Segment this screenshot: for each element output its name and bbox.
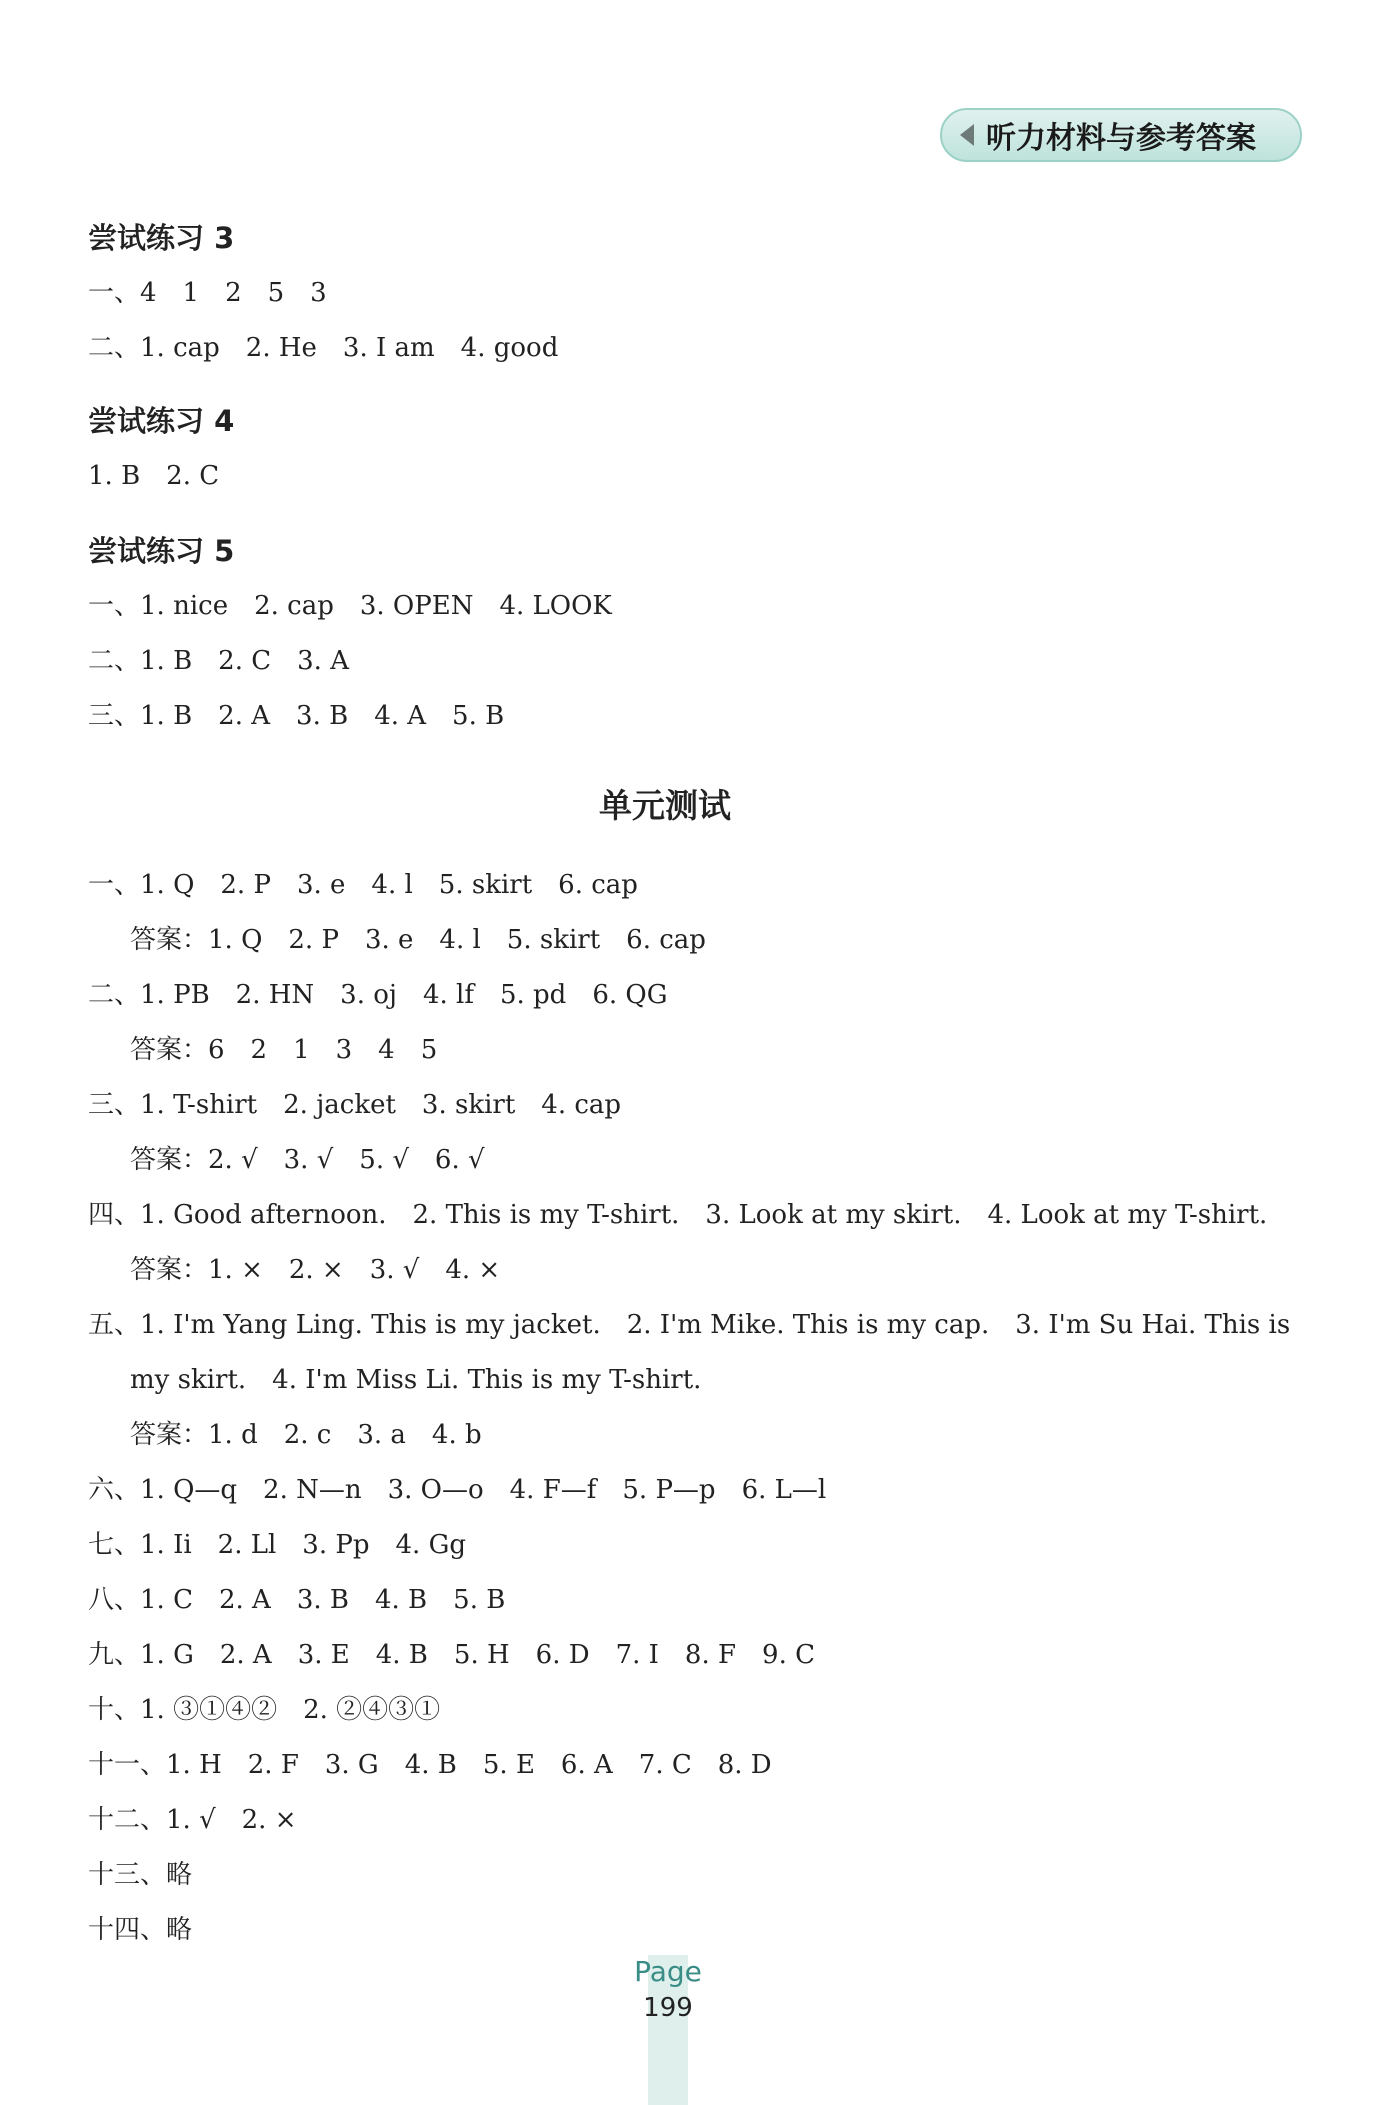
unit-answer-line: 答案：1. × 2. × 3. √ 4. × <box>130 1255 501 1285</box>
unit-answer-line: 五、1. I'm Yang Ling. This is my jacket. 2. I'm Mike. This is my cap. 3. I'm Su Hai. This is <box>88 1310 1291 1340</box>
triangle-left-icon <box>960 124 974 146</box>
answer-line: 1. B 2. C <box>88 461 220 491</box>
unit-answer-line: 十一、1. H 2. F 3. G 4. B 5. E 6. A 7. C 8. D <box>88 1750 772 1780</box>
unit-answer-line: 答案：6 2 1 3 4 5 <box>130 1035 438 1065</box>
unit-answer-line: 七、1. Ii 2. Ll 3. Pp 4. Gg <box>88 1530 467 1560</box>
unit-answer-line: 十、1. ③①④② 2. ②④③① <box>88 1695 441 1725</box>
practice-3 <box>88 210 1323 376</box>
unit-answer-line: 十二、1. √ 2. × <box>88 1805 297 1835</box>
section-title: 尝试练习 4 <box>88 404 235 438</box>
unit-answer-line: my skirt. 4. I'm Miss Li. This is my T-shirt. <box>130 1365 702 1395</box>
answer-line: 一、1. nice 2. cap 3. OPEN 4. LOOK <box>88 591 612 621</box>
unit-answer-line: 九、1. G 2. A 3. E 4. B 5. H 6. D 7. I 8. F 9. C <box>88 1640 815 1670</box>
header-title: 听力材料与参考答案 <box>986 121 1256 156</box>
unit-answer-line: 答案：2. √ 3. √ 5. √ 6. √ <box>130 1145 485 1175</box>
section-title: 尝试练习 3 <box>88 221 235 255</box>
unit-answer-line: 十三、略 <box>88 1860 193 1890</box>
unit-answer-line: 答案：1. Q 2. P 3. e 4. l 5. skirt 6. cap <box>130 925 706 955</box>
answer-line: 二、1. B 2. C 3. A <box>88 646 349 676</box>
unit-answer-line: 一、1. Q 2. P 3. e 4. l 5. skirt 6. cap <box>88 870 638 900</box>
unit-test-answers <box>88 858 1323 1958</box>
section-title: 尝试练习 5 <box>88 534 235 568</box>
unit-answer-line: 十四、略 <box>88 1915 193 1945</box>
unit-answer-line: 三、1. T-shirt 2. jacket 3. skirt 4. cap <box>88 1090 622 1120</box>
section-header-tab <box>940 108 1302 162</box>
answer-line: 二、1. cap 2. He 3. I am 4. good <box>88 333 559 363</box>
page-label: Page <box>634 1955 702 1988</box>
unit-answer-line: 二、1. PB 2. HN 3. oj 4. lf 5. pd 6. QG <box>88 980 668 1010</box>
practice-4 <box>88 393 1323 504</box>
unit-answer-line: 四、1. Good afternoon. 2. This is my T-shirt. 3. Look at my skirt. 4. Look at my T-shirt. <box>88 1200 1268 1230</box>
practice-5 <box>88 523 1323 744</box>
page-number: 199 <box>643 1993 693 2023</box>
answer-line: 三、1. B 2. A 3. B 4. A 5. B <box>88 701 505 731</box>
unit-test-title: 单元测试 <box>599 786 731 825</box>
unit-answer-line: 答案：1. d 2. c 3. a 4. b <box>130 1420 482 1450</box>
unit-answer-line: 八、1. C 2. A 3. B 4. B 5. B <box>88 1585 506 1615</box>
answer-line: 一、4 1 2 5 3 <box>88 278 327 308</box>
unit-answer-line: 六、1. Q—q 2. N—n 3. O—o 4. F—f 5. P—p 6. L—l <box>88 1475 827 1505</box>
